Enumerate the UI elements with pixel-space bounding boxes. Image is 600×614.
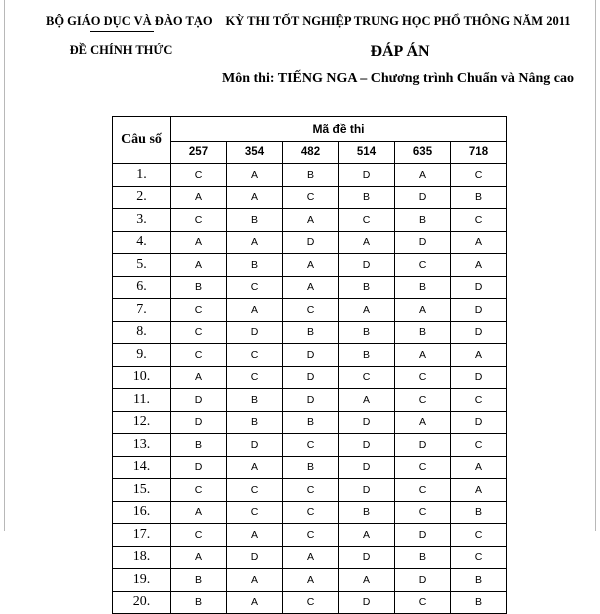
exam-code-514: 514 [339,141,395,163]
answer-cell: C [395,389,451,412]
answer-cell: D [451,366,507,389]
answer-cell: C [171,209,227,232]
table-row [113,501,507,524]
answer-cell: D [339,164,395,187]
answer-cell: C [395,591,451,614]
answer-cell: A [171,254,227,277]
answer-cell: D [451,411,507,434]
answer-cell: A [227,569,283,592]
answer-cell: D [171,389,227,412]
answer-cell: B [227,389,283,412]
answer-cell: A [451,479,507,502]
answer-cell: D [395,569,451,592]
table-row [113,186,507,209]
table-row [113,591,507,614]
answer-cell: B [283,321,339,344]
answer-cell: C [283,524,339,547]
answer-cell: C [339,366,395,389]
answer-cell: C [171,321,227,344]
question-number: 18. [113,546,171,569]
answer-cell: A [171,501,227,524]
answer-cell: C [395,456,451,479]
table-row [113,344,507,367]
exam-code-718: 718 [451,141,507,163]
ministry-underline [90,31,154,32]
answer-cell: D [339,434,395,457]
answer-cell: C [227,479,283,502]
question-number: 5. [113,254,171,277]
answer-cell: C [451,164,507,187]
exam-code-482: 482 [283,141,339,163]
question-number: 10. [113,366,171,389]
ministry-name: BỘ GIÁO DỤC VÀ ĐÀO TẠO [46,14,213,28]
question-number: 13. [113,434,171,457]
answer-cell: C [283,434,339,457]
answer-cell: C [395,254,451,277]
answer-cell: A [339,569,395,592]
question-number: 9. [113,344,171,367]
question-number: 17. [113,524,171,547]
answer-cell: C [451,434,507,457]
answer-table-body [113,164,507,614]
answer-cell: D [283,231,339,254]
answer-cell: A [395,344,451,367]
answer-cell: C [171,164,227,187]
answer-cell: A [451,344,507,367]
answer-cell: D [451,299,507,322]
table-row [113,209,507,232]
answer-cell: A [227,591,283,614]
answer-cell: B [339,276,395,299]
answer-cell: B [227,209,283,232]
answer-cell: A [283,209,339,232]
exam-code-257: 257 [171,141,227,163]
answer-cell: A [339,524,395,547]
table-row [113,479,507,502]
answer-cell: C [395,366,451,389]
table-row [113,546,507,569]
answer-cell: D [339,479,395,502]
answer-cell: B [395,321,451,344]
answer-cell: B [451,186,507,209]
question-number: 19. [113,569,171,592]
answer-cell: A [395,164,451,187]
answer-cell: A [227,231,283,254]
document-title: ĐÁP ÁN [370,43,430,60]
answer-cell: A [283,569,339,592]
answer-cell: A [227,299,283,322]
answer-cell: A [171,546,227,569]
question-number: 3. [113,209,171,232]
question-number-header: Câu số [113,117,171,164]
table-row [113,389,507,412]
answer-cell: B [451,591,507,614]
answer-cell: B [339,321,395,344]
answer-cell: C [227,501,283,524]
answer-cell: A [339,231,395,254]
answer-cell: D [395,231,451,254]
answer-cell: D [227,321,283,344]
answer-cell: B [283,456,339,479]
question-number: 7. [113,299,171,322]
answer-cell: D [451,321,507,344]
exam-codes-row [113,141,507,163]
answer-cell: A [283,276,339,299]
answer-cell: A [451,254,507,277]
answer-cell: C [171,299,227,322]
table-row [113,276,507,299]
answer-cell: C [227,276,283,299]
answer-cell: D [395,434,451,457]
answer-cell: D [283,366,339,389]
answer-cell: C [451,389,507,412]
answer-cell: D [451,276,507,299]
question-number: 4. [113,231,171,254]
answer-cell: D [339,411,395,434]
answer-cell: A [227,164,283,187]
answer-cell: A [339,299,395,322]
answer-cell: A [283,254,339,277]
table-row [113,524,507,547]
answer-cell: A [451,456,507,479]
question-number: 2. [113,186,171,209]
table-row [113,569,507,592]
answer-cell: A [227,524,283,547]
official-label: ĐỀ CHÍNH THỨC [69,43,173,57]
answer-cell: D [339,456,395,479]
exam-title: KỲ THI TỐT NGHIỆP TRUNG HỌC PHỔ THÔNG NĂM 2011 [225,14,571,28]
table-row [113,254,507,277]
exam-code-635: 635 [395,141,451,163]
answer-cell: C [395,501,451,524]
table-row [113,299,507,322]
answer-cell: A [339,389,395,412]
answer-cell: B [395,276,451,299]
answer-cell: A [171,186,227,209]
answer-cell: B [171,591,227,614]
table-row [113,456,507,479]
question-number: 14. [113,456,171,479]
answer-cell: A [283,546,339,569]
answer-cell: B [395,546,451,569]
answer-cell: D [227,434,283,457]
answer-cell: D [283,389,339,412]
answer-cell: B [339,344,395,367]
answer-cell: C [283,501,339,524]
question-number: 11. [113,389,171,412]
answer-cell: D [395,524,451,547]
answer-cell: C [227,366,283,389]
answer-cell: D [339,254,395,277]
answer-cell: B [227,411,283,434]
question-number: 1. [113,164,171,187]
answer-cell: D [339,591,395,614]
answer-cell: B [227,254,283,277]
answer-cell: B [395,209,451,232]
answer-cell: B [451,501,507,524]
answer-cell: C [339,209,395,232]
answer-cell: B [451,569,507,592]
answer-cell: C [451,209,507,232]
answer-cell: D [283,344,339,367]
answer-cell: C [283,186,339,209]
answer-cell: D [395,186,451,209]
answer-cell: D [339,546,395,569]
answer-cell: A [451,231,507,254]
answer-cell: A [395,299,451,322]
table-row [113,321,507,344]
answer-cell: C [395,479,451,502]
question-number: 20. [113,591,171,614]
answer-cell: C [451,524,507,547]
answer-cell: A [171,231,227,254]
answer-cell: B [339,501,395,524]
question-number: 12. [113,411,171,434]
answer-cell: B [171,434,227,457]
question-number: 16. [113,501,171,524]
answer-cell: B [283,164,339,187]
answer-cell: C [283,479,339,502]
answer-cell: D [171,411,227,434]
table-row [113,164,507,187]
table-row [113,411,507,434]
answer-cell: B [171,276,227,299]
answer-cell: D [171,456,227,479]
question-number: 6. [113,276,171,299]
table-row [113,231,507,254]
answer-cell: B [283,411,339,434]
answer-cell: A [395,411,451,434]
answer-cell: C [171,479,227,502]
answer-table [112,116,507,614]
answer-cell: B [171,569,227,592]
table-row [113,366,507,389]
answer-cell: A [227,456,283,479]
answer-cell: C [451,546,507,569]
answer-cell: B [339,186,395,209]
table-header-row [113,117,507,142]
answer-cell: A [227,186,283,209]
answer-cell: A [171,366,227,389]
question-number: 15. [113,479,171,502]
answer-cell: C [227,344,283,367]
answer-cell: C [171,524,227,547]
exam-code-354: 354 [227,141,283,163]
exam-code-header: Mã đề thi [171,117,507,142]
question-number: 8. [113,321,171,344]
answer-cell: C [171,344,227,367]
answer-cell: C [283,591,339,614]
subject-line: Môn thi: TIẾNG NGA – Chương trình Chuẩn và Nâng cao [222,71,574,86]
answer-cell: D [227,546,283,569]
answer-cell: C [283,299,339,322]
table-row [113,434,507,457]
